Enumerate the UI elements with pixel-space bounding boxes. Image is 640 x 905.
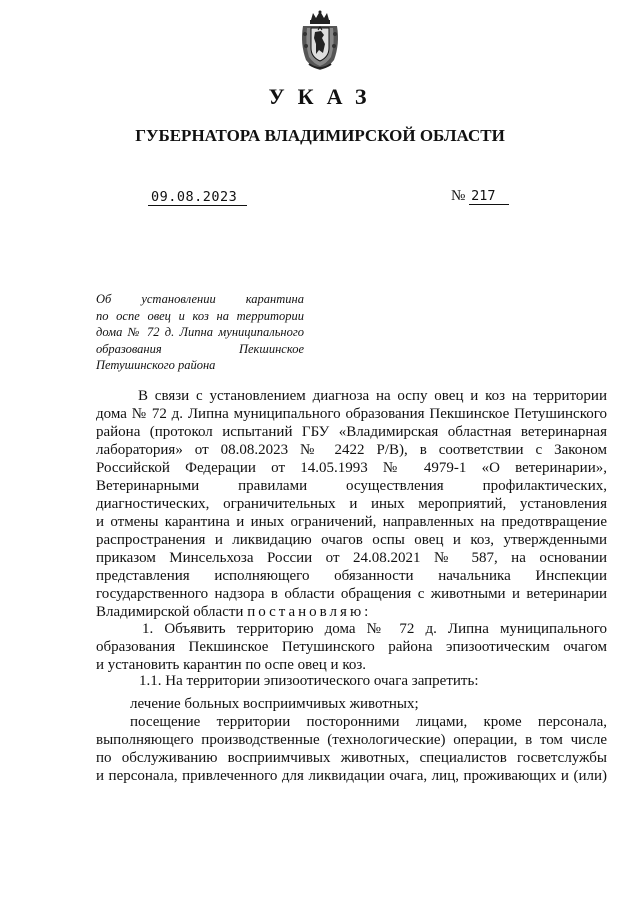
text-line: 1.1. На территории эпизоотического очага запретить: — [139, 673, 479, 689]
clause-1 — [96, 620, 607, 674]
text-line: распространения и ликвидацию очагов оспы овец и коз, утвержденными — [96, 532, 607, 548]
text-line: и отмены карантина и иных ограничений, направленных на предотвращение — [96, 514, 607, 530]
number-value: 217 — [469, 188, 509, 205]
text-line: 1. Объявить территорию дома № 72 д. Липна муниципального — [142, 621, 607, 637]
text-line: района (протокол испытаний ГБУ «Владимирская областная ветеринарная — [96, 424, 607, 440]
text-line: Российской Федерации от 14.05.1993 № 4979-1 «О ветеринарии», — [96, 460, 607, 476]
text-fragment: Владимирской области — [96, 604, 248, 620]
decree-number — [451, 188, 509, 205]
text-line: по обслуживанию восприимчивых животных, специалистов госветслужбы — [96, 750, 607, 766]
text-line — [96, 603, 607, 621]
list-item — [130, 695, 640, 713]
document-heading — [96, 291, 304, 374]
preamble-paragraph — [96, 387, 607, 621]
text-line: образования Пекшинское Петушинского района эпизоотическим очагом — [96, 639, 607, 655]
decree-date: 09.08.2023 — [148, 189, 247, 206]
text-line: посещение территории посторонними лицами, кроме персонала, — [130, 714, 607, 730]
text-line: представления исполняющего обязанности начальника Инспекции — [96, 568, 607, 584]
text-line: государственного надзора в области обращения с животными и ветеринарии — [96, 586, 607, 602]
heading-line: образования Пекшинское — [96, 341, 304, 356]
text-line: В связи с установлением диагноза на оспу овец и коз на территории — [138, 388, 607, 404]
heading-line: Об установлении карантина — [96, 292, 304, 306]
text-line: диагностических, ограничительных и иных мероприятий, установления — [96, 496, 607, 512]
postanovlyayu-word: постановляю: — [247, 604, 372, 620]
heading-line: по оспе овец и коз на территории — [96, 308, 304, 323]
text-line: выполняющего производственные (технологические) операции, в том числе — [96, 732, 607, 748]
text-line: и установить карантин по оспе овец и коз. — [96, 657, 367, 673]
clause-1-1 — [139, 672, 640, 690]
text-line: лечение больных восприимчивых животных; — [130, 696, 419, 712]
heading-line: дома № 72 д. Липна муниципального — [96, 325, 304, 339]
text-line: лаборатория» от 08.08.2023 № 2422 Р/В), в соответствии с Законом — [96, 442, 607, 458]
heading-line: Петушинского района — [96, 358, 216, 372]
text-line: дома № 72 д. Липна муниципального образования Пекшинское Петушинского — [96, 406, 607, 422]
decree-title: УКАЗ — [268, 84, 380, 109]
text-line: Ветеринарными правилами осуществления профилактических, — [96, 478, 607, 494]
text-line: и персонала, привлеченного для ликвидации очага, лиц, проживающих и (или) — [96, 768, 607, 784]
text-line: приказом Минсельхоза России от 24.08.2021 № 587, на основании — [96, 550, 607, 566]
list-item — [96, 713, 607, 785]
decree-subtitle: ГУБЕРНАТОРА ВЛАДИМИРСКОЙ ОБЛАСТИ — [135, 126, 505, 145]
coat-of-arms-emblem — [297, 10, 343, 72]
number-prefix: № — [451, 188, 466, 204]
